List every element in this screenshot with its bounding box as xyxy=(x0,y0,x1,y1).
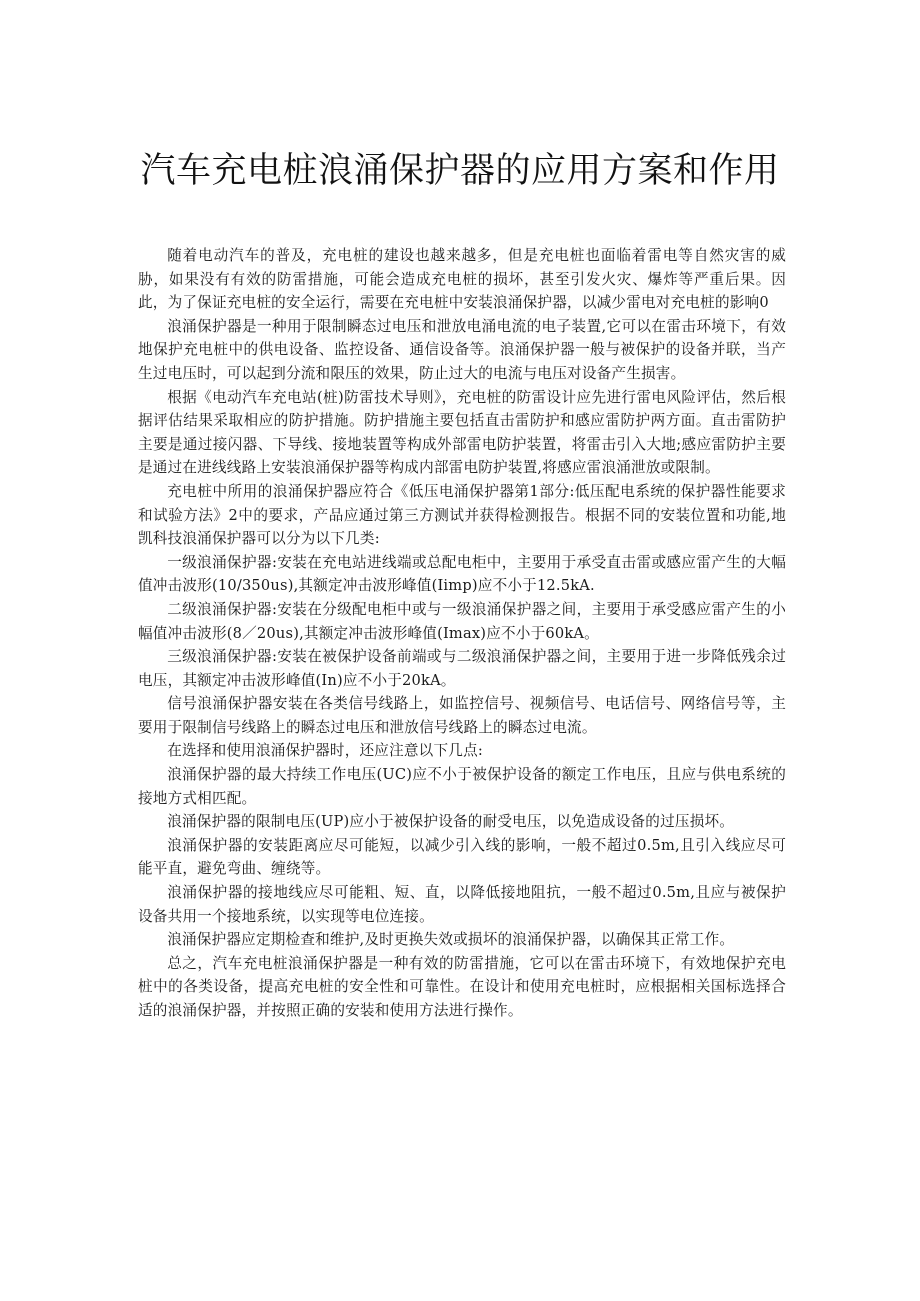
paragraph-level-3: 三级浪涌保护器:安装在被保护设备前端或与二级浪涌保护器之间，主要用于进一步降低残余过电压，其额定冲击波形峰值(In)应不小于20kA。 xyxy=(138,648,786,689)
paragraph-level-1: 一级浪涌保护器:安装在充电站进线端或总配电柜中，主要用于承受直击雷或感应雷产生的大幅值冲击波形(10/350us),其额定冲击波形峰值(Iimp)应不小于12.5kA. xyxy=(138,553,786,595)
paragraph-intro: 随着电动汽车的普及，充电桩的建设也越来越多，但是充电桩也面临着雷电等自然灾害的威胁，如果没有有效的防雷措施，可能会造成充电桩的损坏，甚至引发火灾、爆炸等严重后果。因此，为了保证充电桩的安全运行，需要在充电桩中安装浪涌保护器，以减少雷电对充电桩的影响0 xyxy=(138,247,786,312)
paragraph-note-uc: 浪涌保护器的最大持续工作电压(UC)应不小于被保护设备的额定工作电压，且应与供电系统的接地方式相匹配。 xyxy=(138,766,786,807)
paragraph-signal: 信号浪涌保护器安装在各类信号线路上，如监控信号、视频信号、电话信号、网络信号等，主要用于限制信号线路上的瞬态过电压和泄放信号线路上的瞬态过电流。 xyxy=(138,695,786,736)
paragraph-guideline: 根据《电动汽车充电站(桩)防雷技术导则》，充电桩的防雷设计应先进行雷电风险评估，然后根据评估结果采取相应的防护措施。防护措施主要包括直击雷防护和感应雷防护两方面。直击雷防护主要是通过接闪器、下导线、接地装置等构成外部雷电防护装置，将雷击引入大地;感应雷防护主要是通过在进线线路上安装浪涌保护器等构成内部雷电防护装置,将感应雷浪涌泄放或限制。 xyxy=(138,388,786,477)
paragraph-note-maintenance: 浪涌保护器应定期检查和维护,及时更换失效或损坏的浪涌保护器，以确保其正常工作。 xyxy=(167,931,735,949)
paragraph-notes-intro: 在选择和使用浪涌保护器时，还应注意以下几点: xyxy=(167,742,483,760)
paragraph-note-up: 浪涌保护器的限制电压(UP)应小于被保护设备的耐受电压，以免造成设备的过压损坏。 xyxy=(167,813,735,831)
paragraph-note-distance: 浪涌保护器的安装距离应尽可能短，以减少引入线的影响，一般不超过0.5m,且引入线应尽可能平直，避免弯曲、缠绕等。 xyxy=(138,836,786,878)
paragraph-conclusion: 总之，汽车充电桩浪涌保护器是一种有效的防雷措施，它可以在雷击环境下，有效地保护充电桩中的各类设备，提高充电桩的安全性和可靠性。在设计和使用充电桩时，应根据相关国标选择合适的浪涌保护器，并按照正确的安装和使用方法进行操作。 xyxy=(138,954,786,1019)
document-title: 汽车充电桩浪涌保护器的应用方案和作用 xyxy=(140,151,780,191)
paragraph-standard: 充电桩中所用的浪涌保护器应符合《低压电涌保护器第1部分:低压配电系统的保护器性能要求和试验方法》2中的要求，产品应通过第三方测试并获得检测报告。根据不同的安装位置和功能,地凯科技浪涌保护器可以分为以下几类: xyxy=(138,482,786,548)
paragraph-definition: 浪涌保护器是一种用于限制瞬态过电压和泄放电涌电流的电子装置,它可以在雷击环境下，有效地保护充电桩中的供电设备、监控设备、通信设备等。浪涌保护器一般与被保护的设备并联，当产生过电压时，可以起到分流和限压的效果，防止过大的电流与电压对设备产生损害。 xyxy=(138,317,786,382)
paragraph-note-ground: 浪涌保护器的接地线应尽可能粗、短、直，以降低接地阻抗，一般不超过0.5m,且应与被保护设备共用一个接地系统，以实现等电位连接。 xyxy=(138,884,786,925)
document-body xyxy=(138,244,786,1023)
paragraph-level-2: 二级浪涌保护器:安装在分级配电柜中或与一级浪涌保护器之间，主要用于承受感应雷产生的小幅值冲击波形(8／20us),其额定冲击波形峰值(Imax)应不小于60kA。 xyxy=(138,600,786,642)
